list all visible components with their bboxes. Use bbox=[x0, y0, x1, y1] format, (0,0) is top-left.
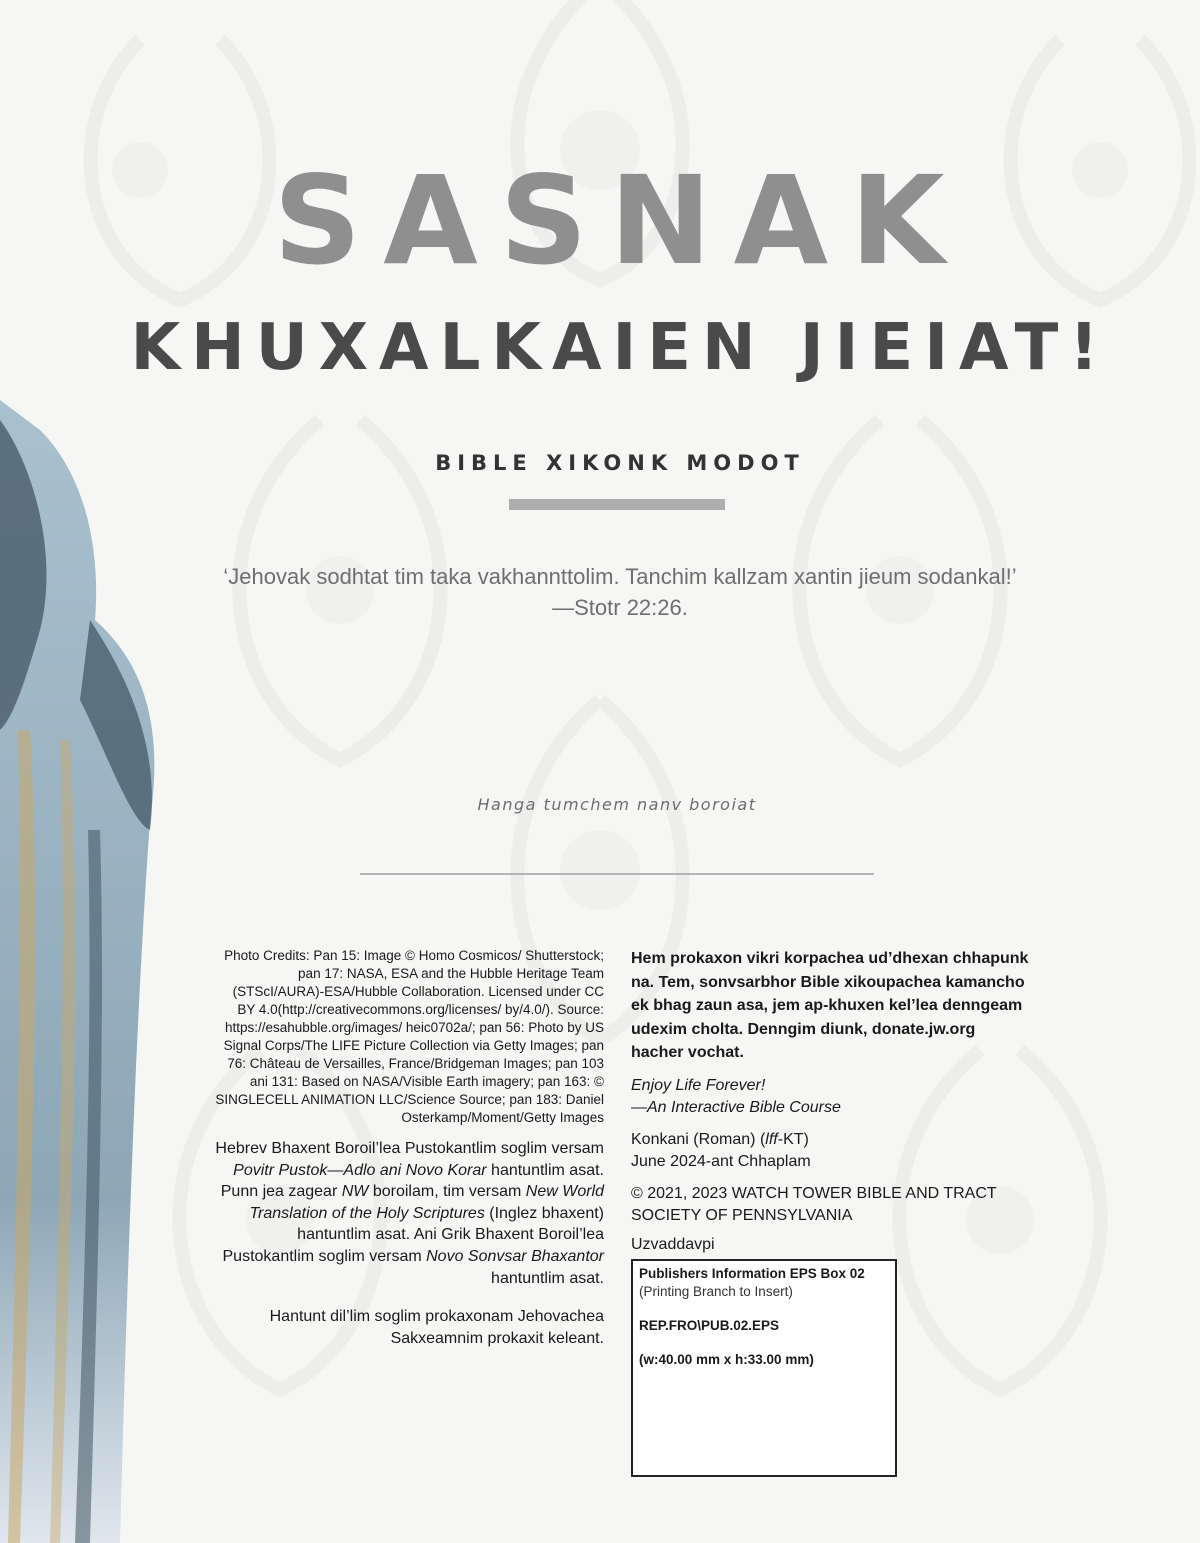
quote-reference: —Stotr 22:26. bbox=[552, 595, 688, 620]
printed-date: June 2024-ant Chhaplam bbox=[631, 1152, 811, 1170]
english-title bbox=[631, 1075, 1031, 1119]
eps-box-dimensions: (w:40.00 mm x h:33.00 mm) bbox=[639, 1352, 814, 1367]
translation-text-3: boroilam, tim versam bbox=[368, 1183, 526, 1201]
title-line-2: KHUXALKAIEN JIEIAT! bbox=[130, 311, 1110, 385]
eps-box-title: Publishers Information EPS Box 02 bbox=[639, 1266, 865, 1281]
quote-text: ‘Jehovak sodhtat tim taka vakhannttolim. Tanchim kallzam xantin jieum sodankal!’ bbox=[223, 564, 1017, 589]
title-line-1: SASNAK bbox=[273, 150, 967, 292]
title-divider bbox=[509, 499, 725, 510]
translation-note bbox=[215, 1138, 604, 1289]
edition-info bbox=[631, 1129, 1031, 1173]
language-suffix: -KT) bbox=[777, 1130, 809, 1148]
translation-title-2: New World Translation of the Holy Scriptures bbox=[249, 1183, 604, 1222]
translation-text-4: (Inglez bhaxent) hantuntlim asat. Ani Grik Bhaxent Boroil’lea Pustokantlim soglim versam bbox=[222, 1204, 604, 1265]
english-title-line-1: Enjoy Life Forever! bbox=[631, 1076, 766, 1094]
eps-box-instruction: (Printing Branch to Insert) bbox=[639, 1284, 793, 1299]
publisher-note: Hantunt dil’lim soglim prokaxonam Jehovachea Sakxeamnim prokaxit keleant. bbox=[269, 1308, 604, 1347]
publisher-info-box bbox=[631, 1259, 897, 1477]
language-name: Konkani (Roman) ( bbox=[631, 1130, 766, 1148]
scripture-quote bbox=[140, 561, 1100, 623]
right-column bbox=[631, 947, 1031, 1255]
english-title-line-2: —An Interactive Bible Course bbox=[631, 1098, 841, 1116]
copyright: © 2021, 2023 WATCH TOWER BIBLE AND TRACT SOCIETY OF PENNSYLVANIA bbox=[631, 1184, 997, 1224]
language-line bbox=[631, 1129, 1031, 1151]
donation-note: Hem prokaxon vikri korpachea ud’dhexan chhapunk na. Tem, sonvsarbhor Bible xikoupachea kamancho ek bhag zaun asa, jem ap-khuxen kel’lea denngeam udexim cholta. Denngim diunk, donate.jw.org hacher vochat. bbox=[631, 950, 1029, 1061]
translation-abbrev: NW bbox=[341, 1183, 369, 1201]
eps-box-filename: REP.FRO\PUB.02.EPS bbox=[639, 1318, 780, 1333]
photo-credits: Photo Credits: Pan 15: Image © Homo Cosmicos/ Shutterstock; pan 17: NASA, ESA and the Hubble Heritage Team (STScI/AURA)-ESA/Hubble Collaboration. Licensed under CC BY 4.0(http://creativecommons.org/licenses/ by/4.0/). Source: https://esahubble.org/images/ heic0702a/; pan 56: Photo by US Signal Corps/The LIFE Picture Collection via Getty Images; pan 76: Château de Versailles, France/Bridgeman Images; pan 103 ani 131: Based on NASA/Visible Earth imagery; pan 163: © SINGLECELL ANIMATION LLC/Science Source; pan 183: Daniel Osterkamp/Moment/Getty Images bbox=[215, 948, 604, 1125]
translation-text-5: hantuntlim asat. bbox=[491, 1269, 604, 1287]
language-code: lff bbox=[765, 1130, 778, 1148]
subtitle: BIBLE XIKONK MODOT bbox=[435, 451, 805, 475]
publisher-label: Uzvaddavpi bbox=[631, 1235, 715, 1253]
translation-title-3: Novo Sonvsar Bhaxantor bbox=[426, 1247, 604, 1265]
name-line-label: Hanga tumchem nanv boroiat bbox=[477, 795, 757, 814]
translation-text-1: Hebrev Bhaxent Boroil’lea Pustokantlim soglim versam bbox=[215, 1140, 604, 1157]
name-write-line bbox=[360, 873, 874, 875]
translation-text-2: hantuntlim asat. Punn jea zagear bbox=[220, 1161, 604, 1201]
left-column bbox=[215, 947, 604, 1349]
translation-title-1: Povitr Pustok—Adlo ani Novo Korar bbox=[233, 1161, 487, 1179]
